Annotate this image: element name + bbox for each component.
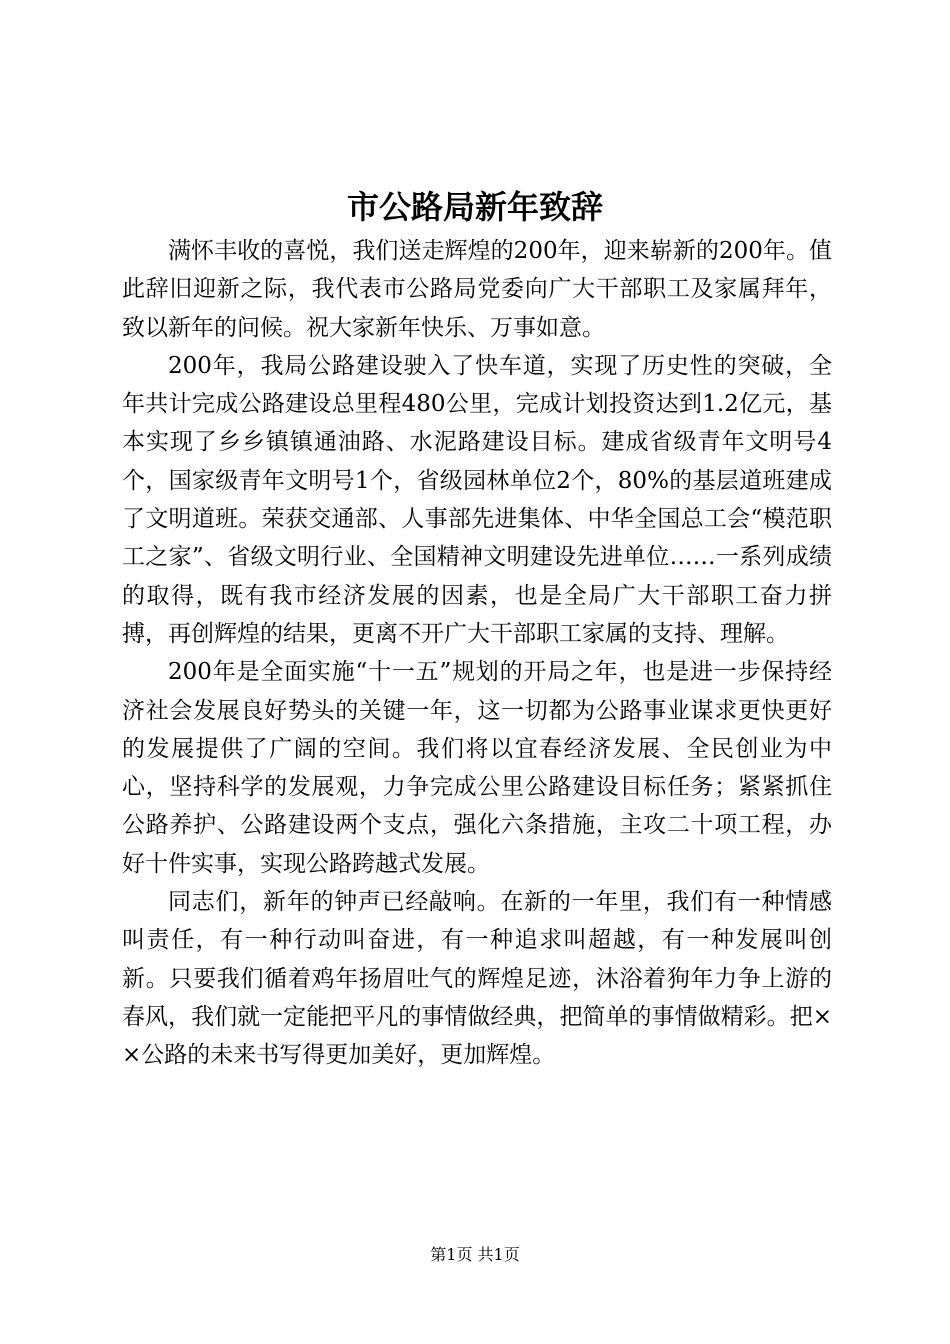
- document-body: [122, 232, 832, 1075]
- document-title: 市公路局新年致辞: [346, 188, 603, 226]
- paragraph-achievements: 200年，我局公路建设驶入了快车道，实现了历史性的突破，全年共计完成公路建设总里程480公里，完成计划投资达到1.2亿元，基本实现了乡乡镇镇通油路、水泥路建设目标。建成省级青年文明号4个，国家级青年文明号1个，省级园林单位2个，80%的基层道班建成了文明道班。荣获交通部、人事部先进集体、中华全国总工会“模范职工之家”、省级文明行业、全国精神文明建设先进单位……一系列成绩的取得，既有我市经济发展的因素，也是全局广大干部职工奋力拼搏，再创辉煌的结果，更离不开广大干部职工家属的支持、理解。: [122, 352, 832, 647]
- paragraph-plan: 200年是全面实施“十一五”规划的开局之年，也是进一步保持经济社会发展良好势头的关键一年，这一切都为公路事业谋求更快更好的发展提供了广阔的空间。我们将以宜春经济发展、全民创业为中心，坚持科学的发展观，力争完成公里公路建设目标任务；紧紧抓住公路养护、公路建设两个支点，强化六条措施，主攻二十项工程，办好十件实事，实现公路跨越式发展。: [122, 659, 832, 877]
- paragraph-greeting: 满怀丰收的喜悦，我们送走辉煌的200年，迎来崭新的200年。值此辞旧迎新之际，我代表市公路局党委向广大干部职工及家属拜年，致以新年的问候。祝大家新年快乐、万事如意。: [122, 238, 832, 341]
- page-footer: 第1页 共1页: [430, 1245, 520, 1264]
- paragraph-closing: 同志们，新年的钟声已经敲响。在新的一年里，我们有一种情感叫责任，有一种行动叫奋进，有一种追求叫超越，有一种发展叫创新。只要我们循着鸡年扬眉吐气的辉煌足迹，沐浴着狗年力争上游的春风，我们就一定能把平凡的事情做经典，把简单的事情做精彩。把××公路的未来书写得更加美好，更加辉煌。: [122, 889, 832, 1069]
